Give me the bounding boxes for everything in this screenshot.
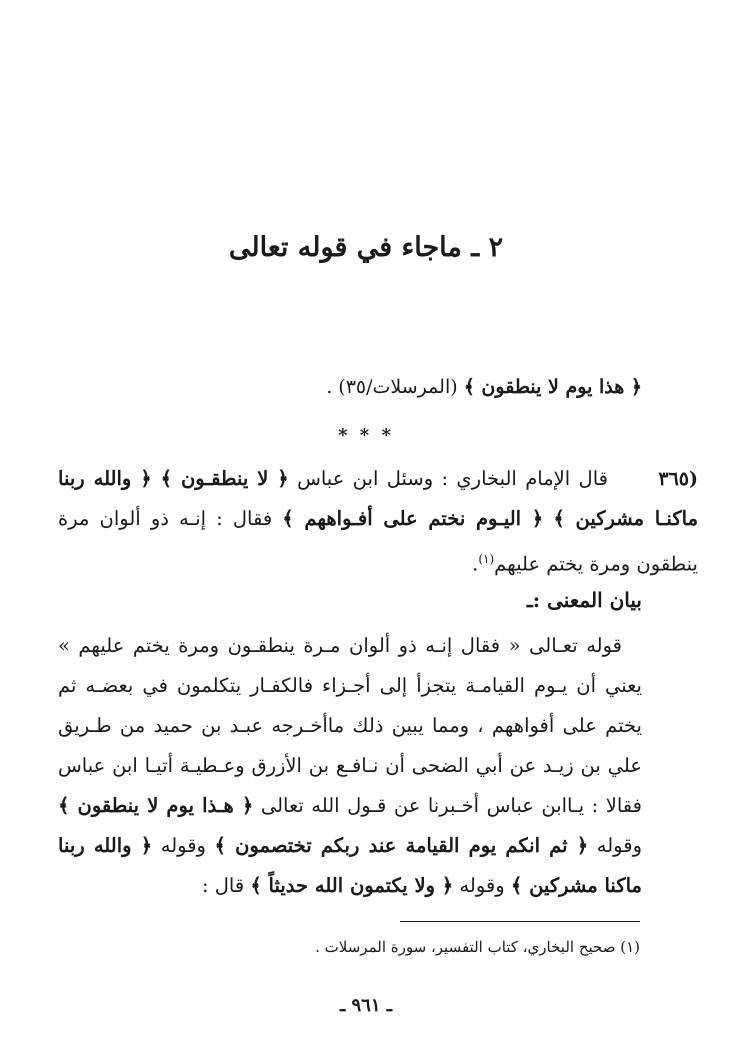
hadith-intro: قال الإمام البخاري : وسئل ابن عباس bbox=[297, 467, 608, 490]
explanation-and-1: وقوله bbox=[596, 834, 642, 857]
explanation-end: قال : bbox=[201, 874, 245, 897]
verse-text: ﴿ هذا يوم لا ينطقون ﴾ bbox=[463, 376, 642, 398]
separator: * * * bbox=[338, 425, 394, 446]
explanation-quote-2: ﴿ ثم انكم يوم القيامة عند ربكم تختصمون ﴾ bbox=[214, 834, 589, 857]
footnote: (١) صحيح البخاري، كتاب التفسير، سورة المرسلات . bbox=[315, 938, 640, 956]
page-number: ـ ٩٦١ ـ bbox=[339, 995, 393, 1016]
hadith-quote-1: ﴿ لا ينطقـون ﴾ ﴿ والله ربنا ماكنـا مشركين ﴾ bbox=[58, 467, 699, 530]
chapter-title: ٢ ـ ماجاء في قوله تعالى bbox=[228, 232, 504, 263]
explanation-text: قوله تعـالى « فقال إنـه ذو ألوان مـرة ينطقـون ومرة يختم عليهم » يعني أن يـوم القيامـة يتجزأ إلى أجـزاء فالكفـار يتكلمون في بعضـه ثم يختم على أفواههم ، ومما يبين ذلك ماأخـرجه عبـد بن حميد من طـريق علي بن زيـد عن أبي الضحى أن نـافـع بن الأزرق وعـطيـة أتيـا ابن عباس فقالا : يـاابن عباس أخـبرنا عن قـول الله تعالى bbox=[58, 634, 642, 817]
footnote-marker: (١) bbox=[478, 552, 495, 566]
hadith-entry bbox=[58, 459, 698, 585]
footnote-divider bbox=[400, 921, 640, 922]
hadith-body bbox=[58, 459, 698, 585]
hadith-quote-2: ﴿ اليـوم نختم على أفـواههم ﴾ bbox=[282, 507, 544, 530]
explanation-and-2: وقوله bbox=[160, 834, 206, 857]
explanation-and-3: وقوله bbox=[459, 874, 505, 897]
verse-reference: (المرسلات/٣٥) . bbox=[326, 376, 458, 398]
explanation-quote-1: ﴿ هـذا يوم لا ينطقون ﴾ bbox=[58, 794, 254, 817]
explanation-paragraph bbox=[58, 626, 642, 906]
hadith-end: . bbox=[472, 552, 479, 576]
sub-heading: بيان المعنى :ـ bbox=[526, 588, 642, 612]
verse-line bbox=[82, 376, 642, 398]
explanation-quote-4: ﴿ ولا يكتمون الله حديثاً ﴾ bbox=[250, 874, 454, 897]
hadith-number: (٣٦٥ bbox=[658, 468, 698, 490]
hadith-answer: فقال : إنـه ذو ألوان مرة ينطقون ومرة يختم عليهم bbox=[58, 507, 698, 576]
explanation-quote-3: ﴿ والله ربنا ماكنا مشركين ﴾ bbox=[58, 834, 642, 897]
